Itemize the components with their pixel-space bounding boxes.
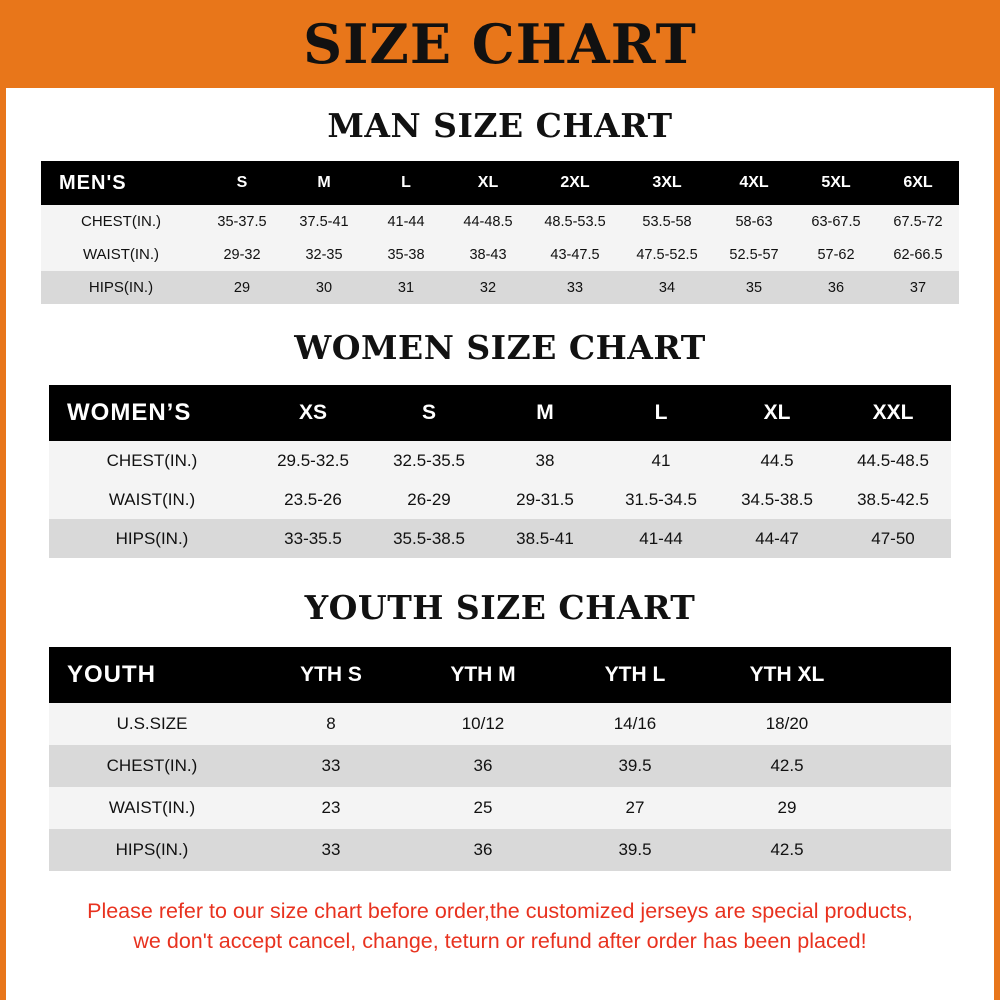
column-header: XS: [255, 385, 371, 441]
man-section-title: MAN SIZE CHART: [327, 106, 673, 145]
table-row: [49, 441, 951, 480]
table-cell: 47.5-52.5: [621, 238, 713, 271]
column-header: L: [603, 385, 719, 441]
row-header: WAIST(IN.): [49, 787, 255, 829]
table-cell: 29-32: [201, 238, 283, 271]
table-cell: 52.5-57: [713, 238, 795, 271]
table-cell: 23.5-26: [255, 480, 371, 519]
row-header: CHEST(IN.): [41, 205, 201, 238]
table-row: [49, 787, 951, 829]
row-header: HIPS(IN.): [49, 829, 255, 871]
row-header: CHEST(IN.): [49, 745, 255, 787]
man-size-table: [41, 161, 959, 304]
table-cell: 27: [559, 787, 711, 829]
row-header: CHEST(IN.): [49, 441, 255, 480]
table-cell: 29-31.5: [487, 480, 603, 519]
table-row: [41, 205, 959, 238]
footer-note-line-2: we don't accept cancel, change, teturn or refund after order has been placed!: [133, 928, 867, 953]
column-header: 6XL: [877, 161, 959, 205]
table-cell: 37.5-41: [283, 205, 365, 238]
column-header: S: [201, 161, 283, 205]
table-row: [49, 480, 951, 519]
table-cell: 41: [603, 441, 719, 480]
table-cell: 31: [365, 271, 447, 304]
column-header: WOMEN’S: [49, 385, 255, 441]
row-header: U.S.SIZE: [49, 703, 255, 745]
table-cell: 18/20: [711, 703, 863, 745]
column-header: XL: [719, 385, 835, 441]
footer-note: [6, 897, 994, 956]
table-cell: 33: [255, 829, 407, 871]
table-cell: 42.5: [711, 829, 863, 871]
table-header-row: [49, 647, 951, 703]
table-cell: 26-29: [371, 480, 487, 519]
table-cell: 32: [447, 271, 529, 304]
column-header: 2XL: [529, 161, 621, 205]
table-row: [49, 829, 951, 871]
table-cell: 39.5: [559, 745, 711, 787]
table-header-row: [41, 161, 959, 205]
column-header-spacer: [863, 647, 951, 703]
table-cell: 44.5-48.5: [835, 441, 951, 480]
column-header: YOUTH: [49, 647, 255, 703]
column-header: S: [371, 385, 487, 441]
table-cell: 36: [407, 745, 559, 787]
column-header: M: [487, 385, 603, 441]
banner-title: SIZE CHART: [303, 12, 697, 76]
table-cell: 33-35.5: [255, 519, 371, 558]
table-cell: 23: [255, 787, 407, 829]
table-cell: 29: [711, 787, 863, 829]
banner: [0, 0, 1000, 88]
table-cell: 47-50: [835, 519, 951, 558]
table-cell: 8: [255, 703, 407, 745]
table-cell: 41-44: [365, 205, 447, 238]
table-cell: 39.5: [559, 829, 711, 871]
table-cell: 67.5-72: [877, 205, 959, 238]
table-row: [41, 238, 959, 271]
row-header: HIPS(IN.): [41, 271, 201, 304]
table-cell: 37: [877, 271, 959, 304]
column-header: YTH L: [559, 647, 711, 703]
column-header: YTH S: [255, 647, 407, 703]
table-cell: 36: [407, 829, 559, 871]
table-cell: 38-43: [447, 238, 529, 271]
table-cell: 35-37.5: [201, 205, 283, 238]
table-cell: 34.5-38.5: [719, 480, 835, 519]
table-cell: 33: [529, 271, 621, 304]
table-cell: 44-47: [719, 519, 835, 558]
table-cell: 38.5-41: [487, 519, 603, 558]
row-header: WAIST(IN.): [49, 480, 255, 519]
table-cell: 57-62: [795, 238, 877, 271]
column-header: XL: [447, 161, 529, 205]
table-cell: 62-66.5: [877, 238, 959, 271]
table-cell: 63-67.5: [795, 205, 877, 238]
table-cell: 33: [255, 745, 407, 787]
column-header: M: [283, 161, 365, 205]
table-cell: 35: [713, 271, 795, 304]
column-header: L: [365, 161, 447, 205]
table-cell-spacer: [863, 787, 951, 829]
table-cell: 41-44: [603, 519, 719, 558]
column-header: 3XL: [621, 161, 713, 205]
table-cell: 38.5-42.5: [835, 480, 951, 519]
table-cell-spacer: [863, 829, 951, 871]
table-row: [49, 745, 951, 787]
youth-section-title: YOUTH SIZE CHART: [304, 588, 696, 627]
table-cell: 53.5-58: [621, 205, 713, 238]
table-row: [49, 703, 951, 745]
table-cell: 10/12: [407, 703, 559, 745]
table-header-row: [49, 385, 951, 441]
table-cell-spacer: [863, 745, 951, 787]
column-header: 4XL: [713, 161, 795, 205]
column-header: XXL: [835, 385, 951, 441]
table-cell: 30: [283, 271, 365, 304]
table-cell: 58-63: [713, 205, 795, 238]
youth-size-table: [49, 647, 951, 871]
row-header: HIPS(IN.): [49, 519, 255, 558]
table-cell: 42.5: [711, 745, 863, 787]
column-header: YTH XL: [711, 647, 863, 703]
table-row: [49, 519, 951, 558]
column-header: 5XL: [795, 161, 877, 205]
women-section-title: WOMEN SIZE CHART: [294, 328, 706, 367]
table-cell: 32.5-35.5: [371, 441, 487, 480]
table-cell: 35.5-38.5: [371, 519, 487, 558]
table-cell: 36: [795, 271, 877, 304]
table-cell: 44-48.5: [447, 205, 529, 238]
table-cell: 29: [201, 271, 283, 304]
table-row: [41, 271, 959, 304]
footer-note-line-1: Please refer to our size chart before order,the customized jerseys are special products,: [87, 899, 913, 923]
table-cell: 43-47.5: [529, 238, 621, 271]
table-cell: 31.5-34.5: [603, 480, 719, 519]
column-header: YTH M: [407, 647, 559, 703]
table-cell: 29.5-32.5: [255, 441, 371, 480]
table-cell: 48.5-53.5: [529, 205, 621, 238]
table-cell-spacer: [863, 703, 951, 745]
table-cell: 32-35: [283, 238, 365, 271]
table-cell: 38: [487, 441, 603, 480]
table-cell: 14/16: [559, 703, 711, 745]
table-cell: 34: [621, 271, 713, 304]
column-header: MEN'S: [41, 161, 201, 205]
women-size-table: [49, 385, 951, 558]
row-header: WAIST(IN.): [41, 238, 201, 271]
table-cell: 44.5: [719, 441, 835, 480]
table-cell: 35-38: [365, 238, 447, 271]
table-cell: 25: [407, 787, 559, 829]
